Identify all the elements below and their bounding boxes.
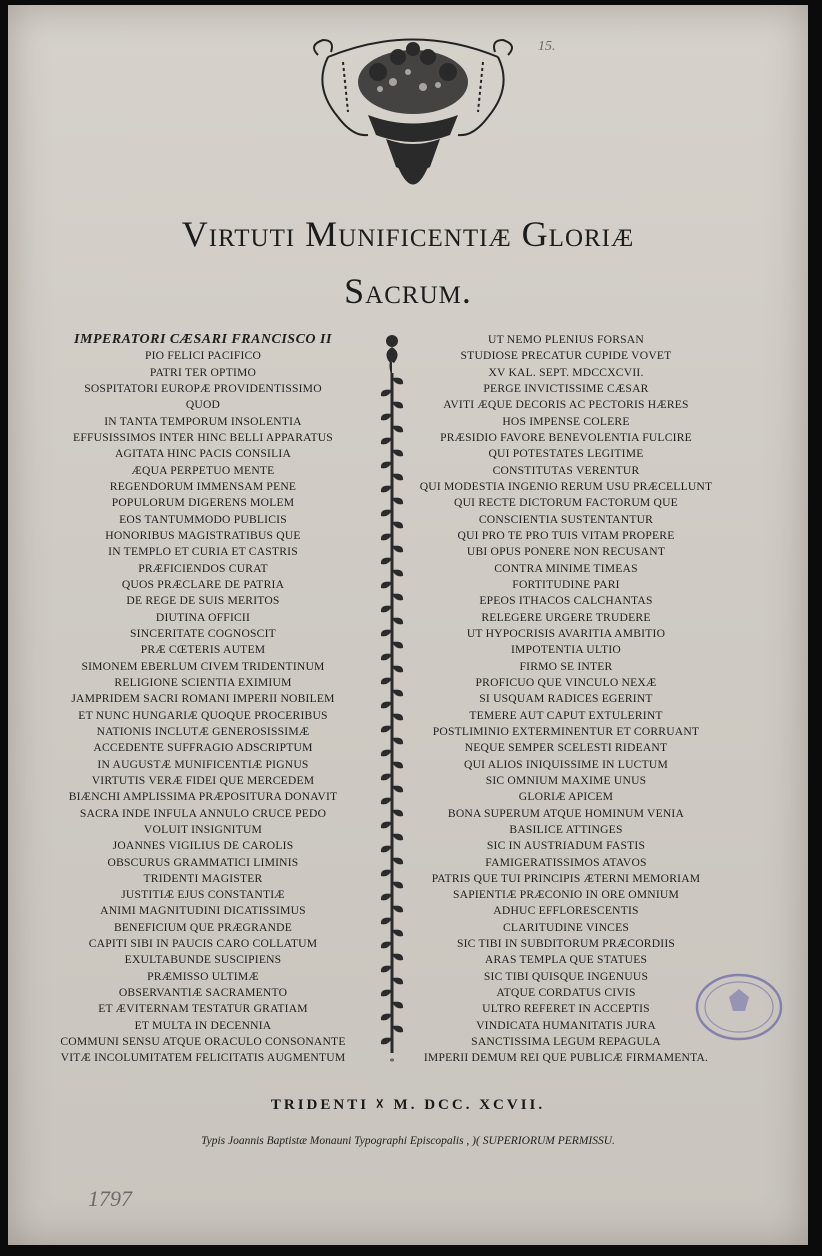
- text-line: POSTLIMINIO EXTERMINENTUR ET CORRUANT: [432, 724, 700, 738]
- text-line: AGITATA HINC PACIS CONSILIA: [114, 447, 292, 461]
- text-line: PRÆSIDIO FAVORE BENEVOLENTIA FULCIRE: [440, 430, 692, 444]
- svg-text:*: *: [389, 1057, 395, 1068]
- text-line: IN TANTA TEMPORUM INSOLENTIA: [104, 414, 302, 428]
- text-line: AVITI ÆQUE DECORIS AC PECTORIS HÆRES: [443, 398, 689, 412]
- text-line: PERGE INVICTISSIME CÆSAR: [483, 381, 649, 395]
- vine-leaf: [392, 738, 403, 745]
- text-line: EPEOS ITHACOS CALCHANTAS: [479, 594, 653, 608]
- vine-leaf: [392, 858, 403, 865]
- left-column: [48, 332, 358, 1067]
- text-line: DE REGE DE SUIS MERITOS: [126, 594, 280, 608]
- text-line: TRIDENTI MAGISTER: [143, 871, 263, 885]
- vine-leaf: [392, 570, 403, 577]
- text-line: UBI OPUS PONERE NON RECUSANT: [466, 545, 666, 559]
- text-line: QUI ALIOS INIQUISSIME IN LUCTUM: [464, 757, 668, 771]
- text-line: REGENDORUM IMMENSAM PENE: [109, 479, 297, 493]
- text-line: ANIMI MAGNITUDINI DICATISSIMUS: [100, 904, 306, 918]
- text-line: IN TEMPLO ET CURIA ET CASTRIS: [108, 545, 298, 559]
- text-line: ET NUNC HUNGARIÆ QUOQUE PROCERIBUS: [78, 708, 328, 722]
- vine-leaf: [392, 906, 403, 913]
- text-line: VIRTUTIS VERÆ FIDEI QUE MERCEDEM: [91, 773, 315, 787]
- vine-leaf: [381, 894, 392, 901]
- vine-leaf: [392, 498, 403, 505]
- handwritten-year: 1797: [88, 1186, 132, 1211]
- text-line: UT HYPOCRISIS AVARITIA AMBITIO: [466, 626, 666, 640]
- vine-leaf: [392, 618, 403, 625]
- text-line: JOANNES VIGILIUS DE CAROLIS: [112, 839, 294, 853]
- text-line: CAPITI SIBI IN PAUCIS CARO COLLATUM: [88, 937, 318, 951]
- text-line: PRÆMISSO ULTIMÆ: [147, 969, 259, 983]
- vine-leaf: [381, 510, 392, 517]
- text-line: SIMONEM EBERLUM CIVEM TRIDENTINUM: [81, 659, 325, 673]
- text-line: PRÆ CŒTERIS AUTEM: [140, 643, 266, 657]
- vine-leaf: [381, 726, 392, 733]
- text-line: FAMIGERATISSIMOS ATAVOS: [485, 855, 647, 869]
- vine-leaf: [392, 762, 403, 769]
- vine-leaf: [392, 786, 403, 793]
- vine-leaf: [381, 390, 392, 397]
- vine-leaf: [392, 474, 403, 481]
- text-line: SACRA INDE INFULA ANNULO CRUCE PEDO: [79, 806, 327, 820]
- vine-leaf: [392, 594, 403, 601]
- text-line: CONSTITUTAS VERENTUR: [492, 463, 640, 477]
- text-line: FORTITUDINE PARI: [512, 577, 620, 591]
- vine-leaf: [381, 1038, 392, 1045]
- text-line: SIC OMNIUM MAXIME UNUS: [485, 773, 647, 787]
- vine-leaf: [381, 846, 392, 853]
- vine-leaf: [381, 534, 392, 541]
- vine-leaf: [392, 930, 403, 937]
- text-line: SIC TIBI QUISQUE INGENUUS: [483, 969, 649, 983]
- vine-leaf: [381, 798, 392, 805]
- vine-leaf: [381, 678, 392, 685]
- vine-leaf: [392, 714, 403, 721]
- vine-leaf: [381, 942, 392, 949]
- vine-leaf: [392, 690, 403, 697]
- text-line: VITÆ INCOLUMITATEM FELICITATIS AUGMENTUM: [60, 1051, 346, 1065]
- vine-leaf: [381, 606, 392, 613]
- vine-leaf: [381, 1014, 392, 1021]
- text-line: UT NEMO PLENIUS FORSAN: [488, 333, 644, 346]
- vine-leaf: [392, 882, 403, 889]
- text-line: IMPERII DEMUM REI QUE PUBLICÆ FIRMAMENTA.: [423, 1051, 709, 1065]
- text-line: OBSERVANTIÆ SACRAMENTO: [118, 986, 288, 1000]
- text-line: TEMERE AUT CAPUT EXTULERINT: [469, 708, 663, 722]
- text-line: CLARITUDINE VINCES: [502, 920, 630, 934]
- text-line: EOS TANTUMMODO PUBLICIS: [119, 512, 287, 526]
- vine-leaf: [392, 1002, 403, 1009]
- text-line: SIC TIBI IN SUBDITORUM PRÆCORDIIS: [456, 937, 676, 951]
- vine-leaf: [392, 402, 403, 409]
- vine-leaf: [392, 666, 403, 673]
- text-line: NEQUE SEMPER SCELESTI RIDEANT: [464, 741, 668, 755]
- text-line: PIO FELICI PACIFICO: [144, 349, 262, 363]
- text-line: PATRIS QUE TUI PRINCIPIS ÆTERNI MEMORIAM: [431, 871, 701, 885]
- vine-leaf: [392, 834, 403, 841]
- floral-vase-ornament: [298, 27, 528, 202]
- vine-leaf: [392, 450, 403, 457]
- vine-leaf: [392, 522, 403, 529]
- vine-leaf: [381, 870, 392, 877]
- vine-leaf: [381, 750, 392, 757]
- text-line: ARAS TEMPLA QUE STATUES: [484, 953, 648, 967]
- text-line: BIÆNCHI AMPLISSIMA PRÆPOSITURA DONAVIT: [68, 790, 338, 804]
- text-line: VINDICATA HUMANITATIS JURA: [476, 1018, 656, 1032]
- vine-leaf: [381, 774, 392, 781]
- text-line: HOS IMPENSE COLERE: [502, 414, 630, 428]
- vine-leaf: [381, 582, 392, 589]
- printer-line: Typis Joannis Baptistæ Monauni Typographi Episcopalis , )( SUPERIORUM PERMISSU.: [201, 1135, 615, 1147]
- document-sheet: [8, 5, 808, 1245]
- text-line: IN AUGUSTÆ MUNIFICENTIÆ PIGNUS: [97, 757, 309, 771]
- text-line: IMPOTENTIA ULTIO: [510, 643, 621, 657]
- vine-leaf: [381, 918, 392, 925]
- text-line: SOSPITATORI EUROPÆ PROVIDENTISSIMO: [84, 381, 322, 395]
- page-number: 15.: [538, 39, 556, 54]
- text-line: STUDIOSE PRECATUR CUPIDE VOVET: [460, 349, 672, 363]
- vine-ornament-divider: [377, 333, 407, 1068]
- text-line: ADHUC EFFLORESCENTIS: [493, 904, 639, 918]
- text-line: COMMUNI SENSU ATQUE ORACULO CONSONANTE: [60, 1035, 346, 1049]
- vine-leaf: [392, 810, 403, 817]
- text-line: QUI MODESTIA INGENIO RERUM USU PRÆCELLUNT: [419, 479, 713, 493]
- vine-leaf: [381, 654, 392, 661]
- text-line: OBSCURUS GRAMMATICI LIMINIS: [107, 855, 299, 869]
- text-line: IMPERATORI CÆSARI FRANCISCO II: [74, 332, 332, 347]
- vine-leaf: [392, 546, 403, 553]
- text-line: QUI POTESTATES LEGITIME: [488, 447, 644, 461]
- vine-leaf: [392, 978, 403, 985]
- text-line: SIC IN AUSTRIADUM FASTIS: [486, 839, 646, 853]
- text-line: CONTRA MINIME TIMEAS: [494, 561, 638, 575]
- text-line: ÆQUA PERPETUO MENTE: [131, 463, 275, 477]
- text-line: NATIONIS INCLUTÆ GENEROSISSIMÆ: [96, 724, 310, 738]
- text-line: QUI PRO TE PRO TUIS VITAM PROPERE: [457, 528, 675, 542]
- text-line: XV KAL. SEPT. MDCCXCVII.: [488, 365, 644, 379]
- text-line: RELIGIONE SCIENTIA EXIMIUM: [114, 675, 292, 689]
- text-line: PROFICUO QUE VINCULO NEXÆ: [475, 675, 657, 689]
- text-line: QUOS PRÆCLARE DE PATRIA: [121, 577, 285, 591]
- text-line: JUSTITIÆ EJUS CONSTANTIÆ: [121, 888, 285, 902]
- vine-leaf: [381, 702, 392, 709]
- text-line: SAPIENTIÆ PRÆCONIO IN ORE OMNIUM: [452, 888, 680, 902]
- text-line: QUOD: [185, 398, 221, 412]
- vine-leaf: [381, 558, 392, 565]
- vine-leaf: [392, 426, 403, 433]
- title-line-1: Virtuti Munificentiæ Gloriæ: [181, 214, 635, 254]
- text-line: EFFUSISSIMOS INTER HINC BELLI APPARATUS: [73, 430, 333, 444]
- text-line: CONSCIENTIA SUSTENTANTUR: [478, 512, 654, 526]
- text-line: ET MULTA IN DECENNIA: [134, 1018, 272, 1032]
- vine-leaf: [392, 954, 403, 961]
- text-line: SI USQUAM RADICES EGERINT: [479, 692, 653, 706]
- vine-leaf: [381, 462, 392, 469]
- title-line-2: Sacrum.: [344, 271, 472, 311]
- vine-leaf: [381, 630, 392, 637]
- text-line: BENEFICIUM QUE PRÆGRANDE: [113, 920, 293, 934]
- text-line: ATQUE CORDATUS CIVIS: [496, 986, 636, 1000]
- vine-leaf: [381, 438, 392, 445]
- vine-leaf: [381, 414, 392, 421]
- text-line: BONA SUPERUM ATQUE HOMINUM VENIA: [447, 806, 685, 820]
- text-line: VOLUIT INSIGNITUM: [143, 822, 263, 836]
- vine-leaf: [392, 378, 403, 385]
- text-line: JAMPRIDEM SACRI ROMANI IMPERII NOBILEM: [71, 692, 335, 706]
- text-line: ACCEDENTE SUFFRAGIO ADSCRIPTUM: [93, 741, 313, 755]
- text-line: POPULORUM DIGERENS MOLEM: [111, 496, 295, 510]
- text-line: SINCERITATE COGNOSCIT: [130, 626, 276, 640]
- vine-leaf: [381, 486, 392, 493]
- text-line: BASILICE ATTINGES: [509, 822, 623, 836]
- text-line: EXULTABUNDE SUSCIPIENS: [124, 953, 282, 967]
- text-line: ULTRO REFERET IN ACCEPTIS: [482, 1002, 650, 1016]
- vine-leaf: [381, 966, 392, 973]
- text-line: RELEGERE URGERE TRUDERE: [481, 610, 651, 624]
- text-line: HONORIBUS MAGISTRATIBUS QUE: [105, 528, 301, 542]
- vine-leaf: [392, 1026, 403, 1033]
- text-line: ET ÆVITERNAM TESTATUR GRATIAM: [98, 1002, 308, 1016]
- text-line: FIRMO SE INTER: [519, 659, 613, 673]
- right-column: [406, 332, 726, 1067]
- vine-leaf: [381, 990, 392, 997]
- vine-leaf: [392, 642, 403, 649]
- text-line: PATRI TER OPTIMO: [149, 365, 257, 379]
- text-line: QUI RECTE DICTORUM FACTORUM QUE: [454, 496, 678, 510]
- text-line: DIUTINA OFFICII: [155, 610, 251, 624]
- text-line: PRÆFICIENDOS CURAT: [138, 561, 268, 575]
- vine-leaf: [381, 822, 392, 829]
- imprint-line: TRIDENTI ☓ M. DCC. XCVII.: [270, 1097, 546, 1113]
- library-stamp: [694, 972, 784, 1042]
- text-line: GLORIÆ APICEM: [518, 790, 614, 804]
- text-line: SANCTISSIMA LEGUM REPAGULA: [471, 1035, 661, 1049]
